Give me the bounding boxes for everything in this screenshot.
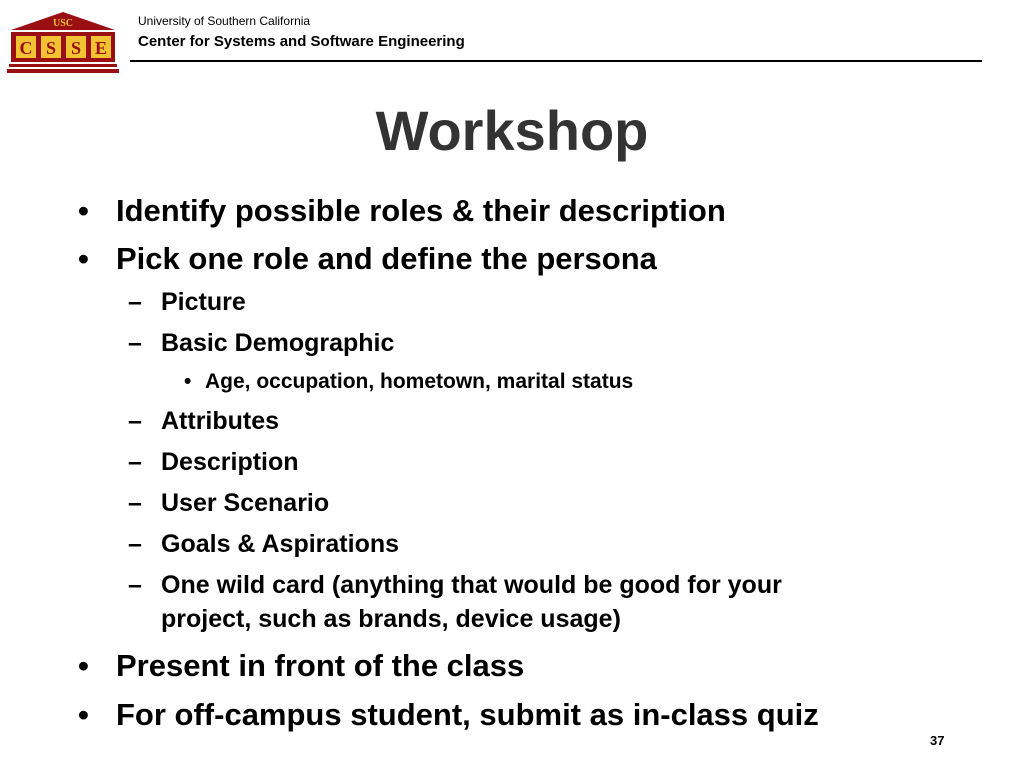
logo-letter: E xyxy=(94,38,108,58)
slide-title: Workshop xyxy=(375,99,649,162)
sub-bullet-text: project, such as brands, device usage) xyxy=(161,605,621,633)
logo-letter: S xyxy=(70,38,82,58)
bullet-marker: • xyxy=(78,193,89,228)
dash-marker: – xyxy=(128,288,142,316)
sub-sub-bullet-text: Age, occupation, hometown, marital status xyxy=(205,370,634,393)
sub-bullet-text: Goals & Aspirations xyxy=(161,530,400,558)
logo-usc-text: USC xyxy=(52,18,74,29)
dash-marker: – xyxy=(128,407,142,435)
sub-bullet-text: Attributes xyxy=(161,407,280,435)
dash-marker: – xyxy=(128,489,142,517)
sub-bullet-text: Basic Demographic xyxy=(161,329,395,357)
bullet-text: Pick one role and define the persona xyxy=(116,241,657,276)
dash-marker: – xyxy=(128,571,142,599)
bullet-text: For off-campus student, submit as in-class quiz xyxy=(116,697,819,732)
dash-marker: – xyxy=(128,448,142,476)
dash-marker: – xyxy=(128,530,142,558)
dash-marker: – xyxy=(128,329,142,357)
bullet-text: Identify possible roles & their description xyxy=(116,193,726,228)
logo-letter: S xyxy=(45,38,57,58)
sub-bullet-text: One wild card (anything that would be good for your xyxy=(161,571,782,599)
bullet-marker: • xyxy=(78,697,89,732)
bullet-marker: • xyxy=(184,370,192,393)
logo-letter: C xyxy=(19,38,33,58)
bullet-text: Present in front of the class xyxy=(116,648,525,683)
sub-bullet-text: Description xyxy=(161,448,299,476)
page-number: 37 xyxy=(930,733,945,748)
bullet-marker: • xyxy=(78,241,89,276)
csse-logo xyxy=(7,10,119,74)
sub-bullet-text: User Scenario xyxy=(161,489,330,517)
sub-bullet-text: Picture xyxy=(161,288,246,316)
header-divider xyxy=(130,60,982,62)
university-name: University of Southern California xyxy=(138,14,311,28)
bullet-marker: • xyxy=(78,648,89,683)
center-name: Center for Systems and Software Engineering xyxy=(138,33,465,50)
